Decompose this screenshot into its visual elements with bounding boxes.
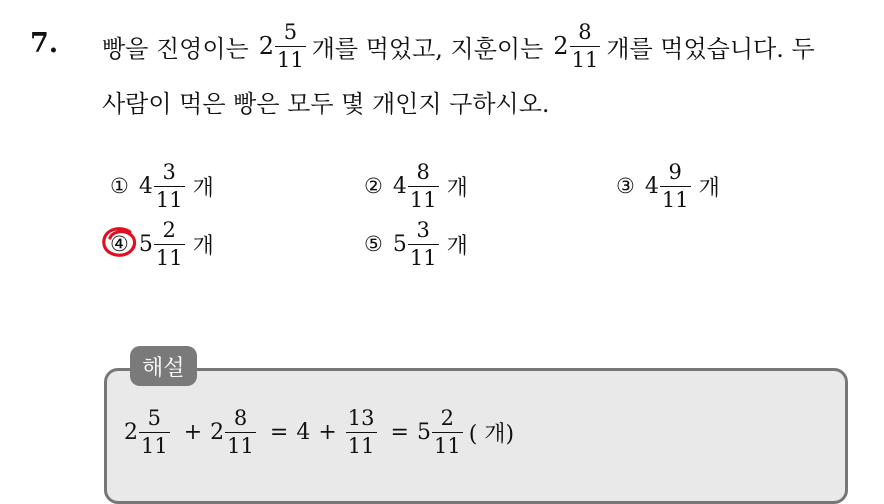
unit: 개 [698, 175, 720, 201]
numerator: 13 [347, 406, 375, 430]
question-text-part3: 개를 먹었습니다. 두 [606, 34, 815, 63]
denominator: 11 [155, 245, 183, 270]
fraction [275, 19, 306, 72]
denominator: 11 [155, 187, 183, 212]
denominator: 11 [409, 187, 437, 212]
fraction [570, 19, 601, 72]
whole: 4 [644, 173, 659, 199]
mixed-number-jihun [553, 19, 606, 72]
unit: ( 개) [468, 422, 515, 447]
numerator: 2 [440, 406, 454, 430]
whole: 4 [392, 173, 407, 199]
mixed-number-jinyoung [258, 19, 312, 72]
numerator: 8 [578, 19, 592, 44]
mixed-number-result [417, 408, 469, 457]
denominator: 11 [409, 245, 437, 270]
whole: 2 [258, 32, 275, 60]
option-mark: ② [364, 174, 383, 198]
equals-sign: = [390, 420, 409, 445]
unit: 개 [446, 175, 468, 201]
answer-circle-icon [100, 226, 140, 260]
option-mark: ① [110, 174, 129, 198]
whole: 5 [138, 231, 153, 257]
option-mark: ③ [616, 174, 635, 198]
solution-tag: 해설 [130, 346, 197, 386]
whole: 4 [138, 173, 153, 199]
unit: 개 [192, 233, 214, 259]
whole: 5 [416, 420, 431, 445]
option-1[interactable] [110, 156, 214, 216]
fraction [432, 408, 463, 457]
whole: 2 [210, 420, 225, 445]
whole: 2 [124, 420, 138, 445]
denominator: 11 [141, 434, 168, 458]
question-number: 7. [30, 28, 59, 59]
question-line-1 [102, 18, 815, 74]
fraction [225, 408, 256, 457]
option-mark: ④ [110, 232, 129, 256]
fraction [408, 217, 439, 270]
fraction [660, 159, 691, 212]
denominator: 11 [433, 434, 461, 458]
numerator: 9 [668, 159, 682, 184]
solution-equation [124, 408, 514, 457]
mixed-number [124, 408, 176, 457]
option-5[interactable] [364, 214, 468, 274]
numerator: 8 [416, 159, 430, 184]
numerator: 3 [416, 217, 430, 242]
denominator: 11 [571, 47, 599, 72]
plus-sign: + [318, 420, 337, 445]
question-text-part2: 개를 먹었고, 지훈이는 [311, 34, 544, 63]
plus-sign: + [183, 420, 203, 445]
denominator: 11 [661, 187, 689, 212]
unit: 개 [446, 233, 468, 259]
numerator: 5 [147, 406, 162, 430]
unit: 개 [192, 175, 214, 201]
numerator: 8 [233, 406, 248, 430]
equals-sign: = [269, 420, 289, 445]
whole: 5 [392, 231, 407, 257]
fraction [346, 408, 377, 457]
option-mark: ⑤ [364, 232, 383, 256]
fraction [154, 217, 185, 270]
numerator: 2 [162, 217, 176, 242]
option-2[interactable] [364, 156, 468, 216]
fraction [408, 159, 439, 212]
option-3[interactable] [616, 156, 720, 216]
fraction [139, 408, 170, 457]
numerator: 3 [162, 159, 176, 184]
whole-term: 4 [296, 420, 311, 445]
denominator: 11 [347, 434, 375, 458]
denominator: 11 [227, 434, 254, 458]
denominator: 11 [277, 47, 304, 72]
question-text-part1: 빵을 진영이는 [102, 34, 249, 63]
fraction [154, 159, 185, 212]
question-line-2: 사람이 먹은 빵은 모두 몇 개인지 구하시오. [102, 89, 550, 118]
mixed-number [210, 408, 262, 457]
whole: 2 [553, 32, 569, 60]
numerator: 5 [283, 19, 298, 44]
